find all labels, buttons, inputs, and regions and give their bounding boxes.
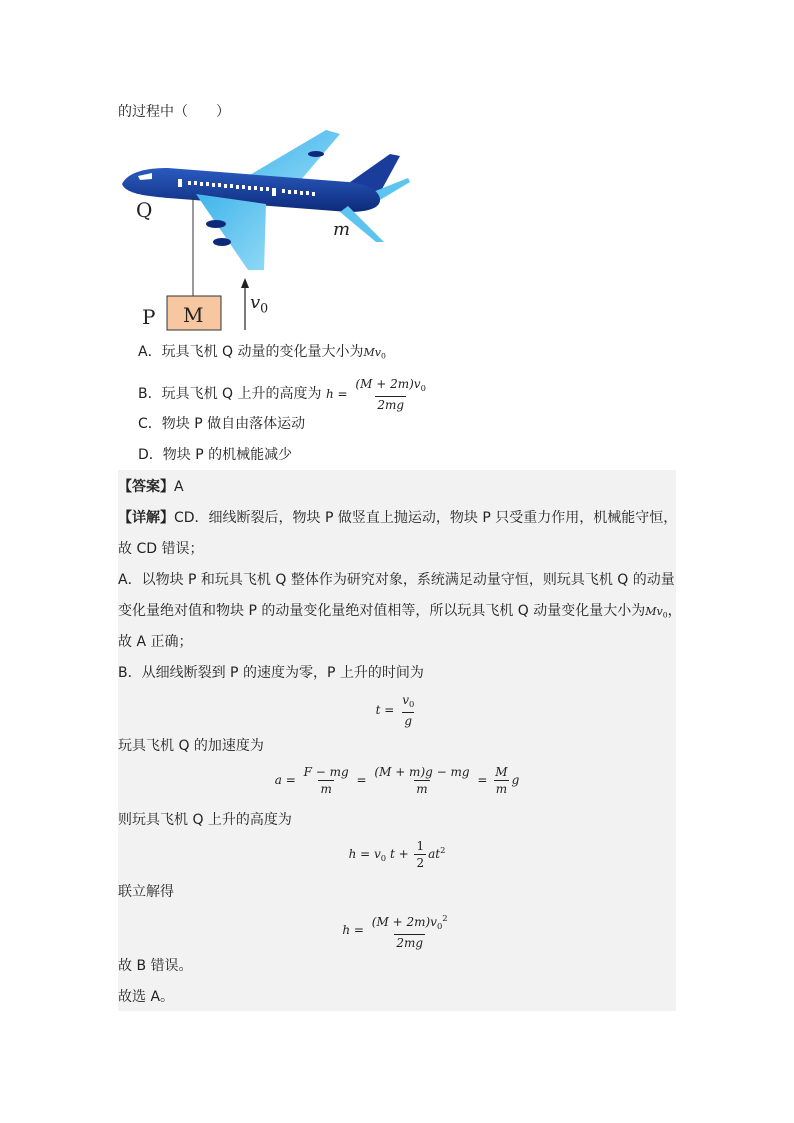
- detail-line-6: B．从细线断裂到 P 的速度为零，P 上升的时间为: [118, 665, 424, 681]
- detail-line-3: A．以物块 P 和玩具飞机 Q 整体作为研究对象，系统满足动量守恒，则玩具飞机 Q 的动量: [118, 572, 675, 588]
- velocity-arrow-head: [241, 278, 249, 288]
- option-d: D．物块 P 的机械能减少: [138, 447, 293, 463]
- option-a: A．玩具飞机 Q 动量的变化量大小为$Mv_0$: [138, 344, 386, 361]
- label-q: Q: [136, 198, 153, 222]
- detail-line-10: 故 B 错误。: [118, 958, 193, 974]
- lower-engine-2-shape: [213, 238, 231, 246]
- upper-engine-shape: [308, 151, 324, 157]
- option-c: C．物块 P 做自由落体运动: [138, 416, 306, 432]
- lower-engine-1-shape: [206, 220, 226, 228]
- equation-time: t = $\frac{v_0}{g}$: [375, 693, 415, 728]
- equation-height-result: h = $\frac{(M + 2m)v_0^2}{2mg}$: [342, 913, 448, 950]
- detail-line-11: 故选 A。: [118, 989, 175, 1005]
- question-stem-tail: 的过程中（ ）: [118, 104, 230, 120]
- label-block-m: M: [183, 303, 204, 327]
- detail-line-1: 【详解】CD．细线断裂后，物块 P 做竖直上抛运动，物块 P 只受重力作用，机械能守恒，: [118, 510, 678, 526]
- detail-line-4: 变化量绝对值和物块 P 的动量变化量绝对值相等，所以玩具飞机 Q 动量变化量大小为$Mv_0$，: [118, 603, 682, 620]
- answer-line: 【答案】A: [118, 479, 184, 495]
- option-b: B．玩具飞机 Q 上升的高度为 h = $\frac{(M + 2m)v_0}{2mg}$: [138, 377, 426, 412]
- detail-line-9: 联立解得: [118, 884, 174, 900]
- equation-acceleration: a = $\frac{F - mg}{m}$ = $\frac{(M + m)g - mg}{m}$ = $\frac{M}{m}$ g: [274, 765, 520, 796]
- equation-height-kinematic: $h = v_0$ t + $\frac{1}{2}$ $at^2$: [348, 839, 446, 870]
- label-v0: $v_0$: [250, 292, 269, 316]
- detail-line-2: 故 CD 错误；: [118, 541, 204, 557]
- detail-line-7: 玩具飞机 Q 的加速度为: [118, 738, 264, 754]
- detail-line-8: 则玩具飞机 Q 上升的高度为: [118, 812, 292, 828]
- lower-wing-shape: [196, 194, 266, 270]
- label-p: P: [142, 305, 156, 329]
- label-m-mass: m: [333, 219, 351, 240]
- detail-line-5: 故 A 正确；: [118, 634, 193, 650]
